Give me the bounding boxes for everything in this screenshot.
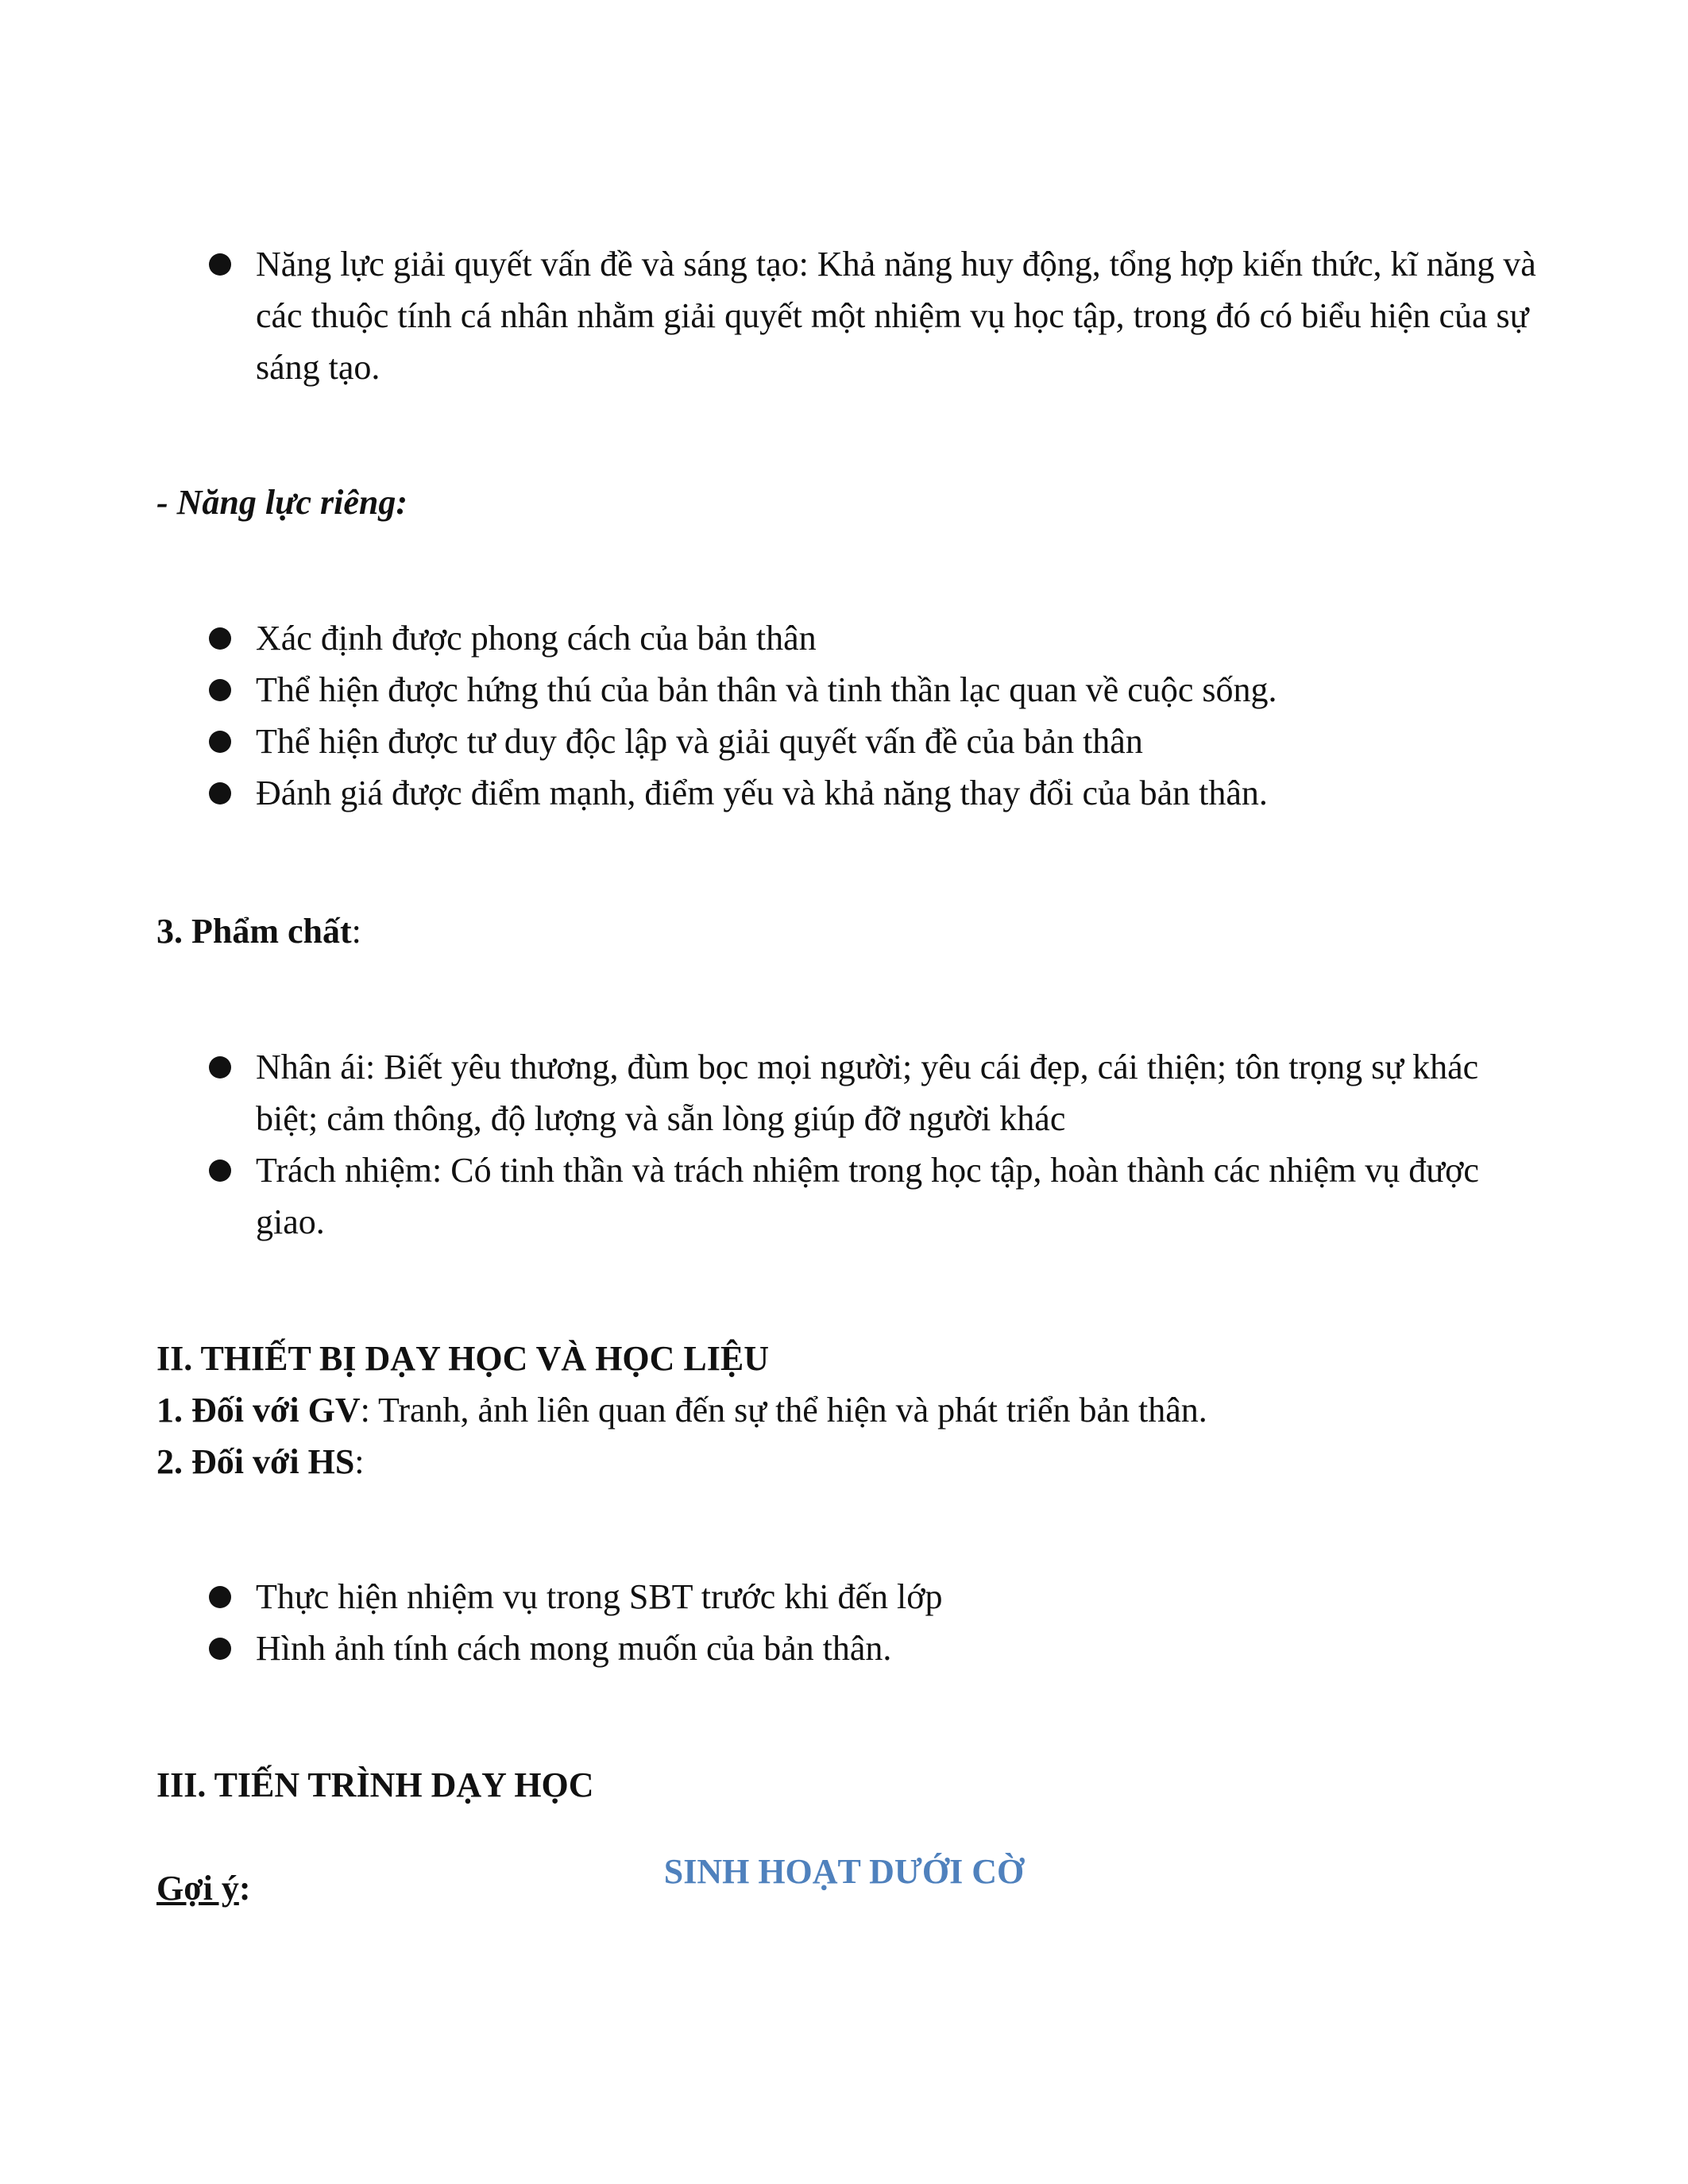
list-item (156, 1571, 1539, 1623)
list-item-text: Trách nhiệm: Có tinh thần và trách nhiệm trong học tập, hoàn thành các nhiệm vụ được giao. (256, 1151, 1479, 1241)
list-item (156, 238, 1539, 393)
list-item-text: Đánh giá được điểm mạnh, điểm yếu và khả năng thay đổi của bản thân. (256, 774, 1268, 812)
list-item (156, 612, 1539, 664)
bullet-icon (209, 679, 231, 701)
process-heading: III. TIẾN TRÌNH DẠY HỌC (156, 1765, 594, 1804)
suggestion-label-text: Gợi ý (156, 1869, 239, 1908)
teacher-label: 1. Đối với GV (156, 1391, 361, 1430)
list-item (156, 664, 1539, 716)
list-item-text: Năng lực giải quyết vấn đề và sáng tạo: Khả năng huy động, tổng hợp kiến thức, kĩ năng và các thuộc tính cá nhân nhằm giải quyết một nhiệm vụ học tập, trong đó có biểu hiện của sự sáng tạo. (256, 245, 1536, 387)
list-item-text: Nhân ái: Biết yêu thương, đùm bọc mọi người; yêu cái đẹp, cái thiện; tôn trọng sự khác biệt; cảm thông, độ lượng và sẵn lòng giúp đỡ người khác (256, 1048, 1479, 1138)
general-competence-list (156, 238, 1539, 393)
flag-ceremony-title: SINH HOẠT DƯỚI CỜ (663, 1852, 1025, 1891)
teacher-text: : Tranh, ảnh liên quan đến sự thể hiện và phát triển bản thân. (360, 1391, 1207, 1430)
student-equipment-line (156, 1436, 1539, 1488)
qualities-heading-label: 3. Phẩm chất (156, 912, 352, 951)
bullet-icon (209, 1056, 231, 1078)
list-item (156, 1623, 1539, 1674)
specific-competence-heading: - Năng lực riêng: (156, 483, 408, 522)
qualities-list (156, 1041, 1539, 1248)
list-item-text: Xác định được phong cách của bản thân (256, 619, 817, 658)
student-colon: : (354, 1442, 365, 1481)
teacher-equipment-line (156, 1384, 1539, 1436)
qualities-heading-colon: : (351, 912, 361, 951)
suggestion-colon: : (238, 1869, 251, 1908)
bullet-icon (209, 1160, 231, 1182)
list-item-text: Hình ảnh tính cách mong muốn của bản thân. (256, 1629, 892, 1668)
list-item-text: Thể hiện được tư duy độc lập và giải quyết vấn đề của bản thân (256, 722, 1143, 761)
bullet-icon (209, 627, 231, 650)
list-item (156, 1144, 1539, 1248)
bullet-icon (209, 1586, 231, 1608)
list-item-text: Thực hiện nhiệm vụ trong SBT trước khi đến lớp (256, 1577, 943, 1616)
suggestion-label (156, 1862, 1539, 1914)
bullet-icon (209, 1638, 231, 1660)
list-item-text: Thể hiện được hứng thú của bản thân và tinh thần lạc quan về cuộc sống. (256, 670, 1277, 709)
specific-competence-list (156, 612, 1539, 819)
qualities-heading (156, 905, 1539, 957)
student-equipment-list (156, 1571, 1539, 1674)
bullet-icon (209, 253, 231, 276)
list-item (156, 767, 1539, 819)
list-item (156, 716, 1539, 767)
equipment-heading: II. THIẾT BỊ DẠY HỌC VÀ HỌC LIỆU (156, 1339, 770, 1378)
bullet-icon (209, 782, 231, 805)
student-label: 2. Đối với HS (156, 1442, 355, 1481)
list-item (156, 1041, 1539, 1144)
bullet-icon (209, 731, 231, 753)
